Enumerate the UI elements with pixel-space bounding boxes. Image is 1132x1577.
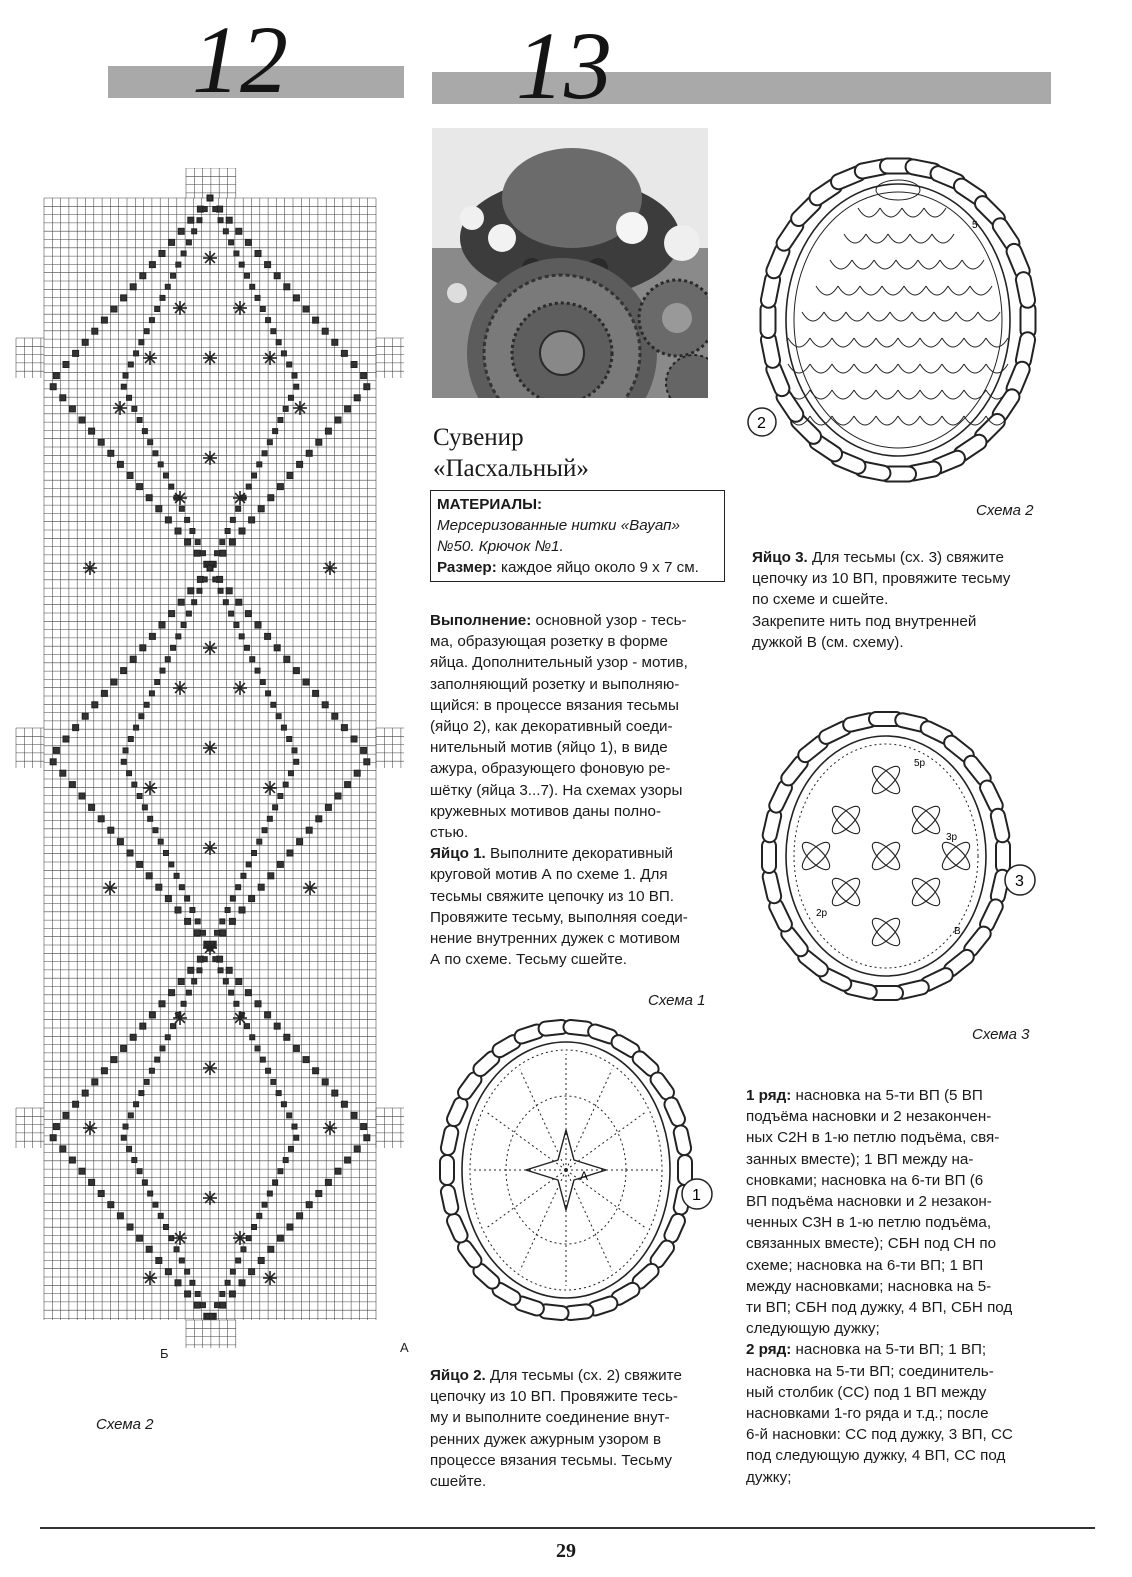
row1-line: схеме; насновка на 6-ти ВП; 1 ВП (746, 1256, 984, 1274)
scheme1-center-label: А (580, 1169, 589, 1183)
size-text: каждое яйцо около 9 х 7 см. (496, 559, 699, 576)
row1-line: занных вместе); 1 ВП между на- (746, 1150, 974, 1168)
scheme2-label-5: 5 (972, 220, 978, 231)
chart-label-a: А (400, 1340, 409, 1355)
row2-line: дужку; (746, 1468, 792, 1486)
egg2-line: ренних дужек ажурным узором в (430, 1430, 662, 1448)
scheme2-caption: Схема 2 (976, 502, 1034, 519)
execution-label: Выполнение: (430, 612, 532, 629)
scheme3-caption: Схема 3 (972, 1026, 1030, 1043)
row2-label: 2 ряд: (746, 1341, 792, 1359)
row1-line: ных С2Н в 1-ю петлю подъёма, свя- (746, 1129, 1000, 1147)
row1-line: насновка на 5-ти ВП (5 ВП (791, 1087, 983, 1104)
egg2-line: сшейте. (430, 1473, 487, 1491)
egg2-line: процессе вязания тесьмы. Тесьму (430, 1451, 672, 1469)
row1-line: ченных С3Н в 1-ю петлю подъёма, (746, 1214, 992, 1232)
filet-chart (10, 168, 410, 1358)
materials-heading: МАТЕРИАЛЫ: (437, 496, 543, 513)
materials-box (430, 490, 725, 582)
scheme1-marker: 1 (692, 1187, 701, 1204)
egg1-line: круговой мотив А по схеме 1. Для (430, 866, 668, 884)
execution-text (430, 610, 718, 970)
row2-line: под следующую дужку, 4 ВП, СС под (746, 1447, 1006, 1465)
materials-line-2: №50. Крючок №1. (437, 538, 564, 555)
execution-line: (яйцо 2), как декоративный соеди- (430, 718, 673, 736)
row1-line: следующую дужку; (746, 1320, 880, 1338)
scheme2-diagram (740, 128, 1060, 498)
page-number-right: 13 (516, 12, 612, 119)
title-line-1: Сувенир (433, 424, 524, 451)
execution-line: заполняющий розетку и выполняю- (430, 675, 680, 693)
title-line-2: «Пасхальный» (433, 455, 589, 482)
egg3-text (752, 547, 1046, 653)
scheme3-net (798, 762, 973, 949)
egg1-line: тесьмы свяжите цепочку из 10 ВП. (430, 887, 675, 905)
row1-line: ВП подъёма насновки и 2 незакон- (746, 1193, 992, 1211)
scheme3-marker: 3 (1015, 873, 1024, 890)
scheme3-diagram (750, 680, 1060, 1020)
egg3-line: по схеме и сшейте. (752, 591, 889, 609)
execution-line: ма, образующая розетку в форме (430, 633, 668, 651)
filet-grid (16, 168, 404, 1348)
execution-line: шётку (яйца 3...7). На схемах узоры (430, 781, 683, 799)
row1-label: 1 ряд: (746, 1087, 792, 1104)
row2-line: ный столбик (СС) под 1 ВП между (746, 1383, 987, 1401)
egg2-label: Яйцо 2. (430, 1367, 486, 1384)
row2-line: насновка на 5-ти ВП; соединитель- (746, 1362, 994, 1380)
egg1-line: А по схеме. Тесьму сшейте. (430, 951, 627, 969)
chart-label-b: Б (160, 1346, 169, 1358)
execution-line: нительный мотив (яйцо 1), в виде (430, 739, 668, 757)
egg1-label: Яйцо 1. (430, 845, 486, 863)
article-title (433, 422, 589, 484)
row1-line: между насновками; насновка на 5- (746, 1277, 992, 1295)
egg3-label: Яйцо 3. (752, 549, 808, 566)
egg2-text (430, 1365, 718, 1492)
execution-line: кружевных мотивов даны полно- (430, 802, 662, 820)
execution-line: основной узор - тесь- (531, 612, 687, 629)
row2-line: насновка на 5-ти ВП; 1 ВП; (791, 1341, 987, 1359)
left-chart-caption: Схема 2 (96, 1416, 154, 1433)
execution-line: яйца. Дополнительный узор - мотив, (430, 654, 688, 672)
footer-rule (40, 1527, 1095, 1529)
scheme3-label-3p: 3р (946, 832, 958, 843)
egg1-line: Выполните декоративный (485, 845, 673, 863)
egg1-line: нение внутренних дужек с мотивом (430, 930, 681, 948)
page-number-left: 12 (192, 6, 288, 113)
scheme1-caption: Схема 1 (648, 992, 706, 1009)
egg3-line: дужкой В (см. схему). (752, 633, 904, 651)
scheme2-marker: 2 (757, 415, 766, 432)
materials-line-1: Мерсеризованные нитки «Вауап» (437, 517, 680, 534)
egg3-line: цепочку из 10 ВП, провяжите тесьму (752, 570, 1011, 588)
row1-line: ти ВП; СБН под дужку, 4 ВП, СБН под (746, 1299, 1013, 1317)
row1-line: подъёма насновки и 2 незакончен- (746, 1108, 992, 1126)
scheme3-label-2p: 2р (816, 908, 828, 919)
footer-page-number: 29 (556, 1540, 576, 1562)
row2-line: насновками 1-го ряда и т.д.; после (746, 1405, 989, 1423)
egg3-line: Для тесьмы (сх. 3) свяжите (807, 549, 1004, 566)
egg2-line: Для тесьмы (сх. 2) свяжите (485, 1367, 682, 1384)
egg2-line: цепочку из 10 ВП. Провяжите тесь- (430, 1388, 678, 1406)
rows-text (746, 1085, 1046, 1488)
size-label: Размер: (437, 559, 497, 576)
execution-line: ажура, образующего фоновую ре- (430, 760, 671, 778)
scheme2-scales (788, 180, 1008, 425)
product-photo (432, 128, 708, 398)
egg1-line: Провяжите тесьму, выполняя соеди- (430, 908, 688, 926)
scheme3-label-5p: 5р (914, 758, 926, 769)
scheme1-diagram (424, 1000, 724, 1330)
scheme3-loops (761, 712, 1010, 1000)
row2-line: 6-й насновки: СС под дужку, 3 ВП, СС (746, 1426, 1013, 1444)
scheme3-label-b: В (954, 926, 961, 937)
row1-line: сновками; насновка на 6-ти ВП (6 (746, 1171, 984, 1189)
photo-illustration (432, 128, 708, 398)
egg3-line: Закрепите нить под внутренней (752, 612, 977, 630)
scheme1-star (474, 1054, 658, 1286)
egg2-line: му и выполните соединение внут- (430, 1409, 670, 1427)
execution-line: стью. (430, 824, 469, 842)
row1-line: связанных вместе); СБН под СН по (746, 1235, 997, 1253)
execution-line: щийся: в процессе вязания тесьмы (430, 696, 679, 714)
